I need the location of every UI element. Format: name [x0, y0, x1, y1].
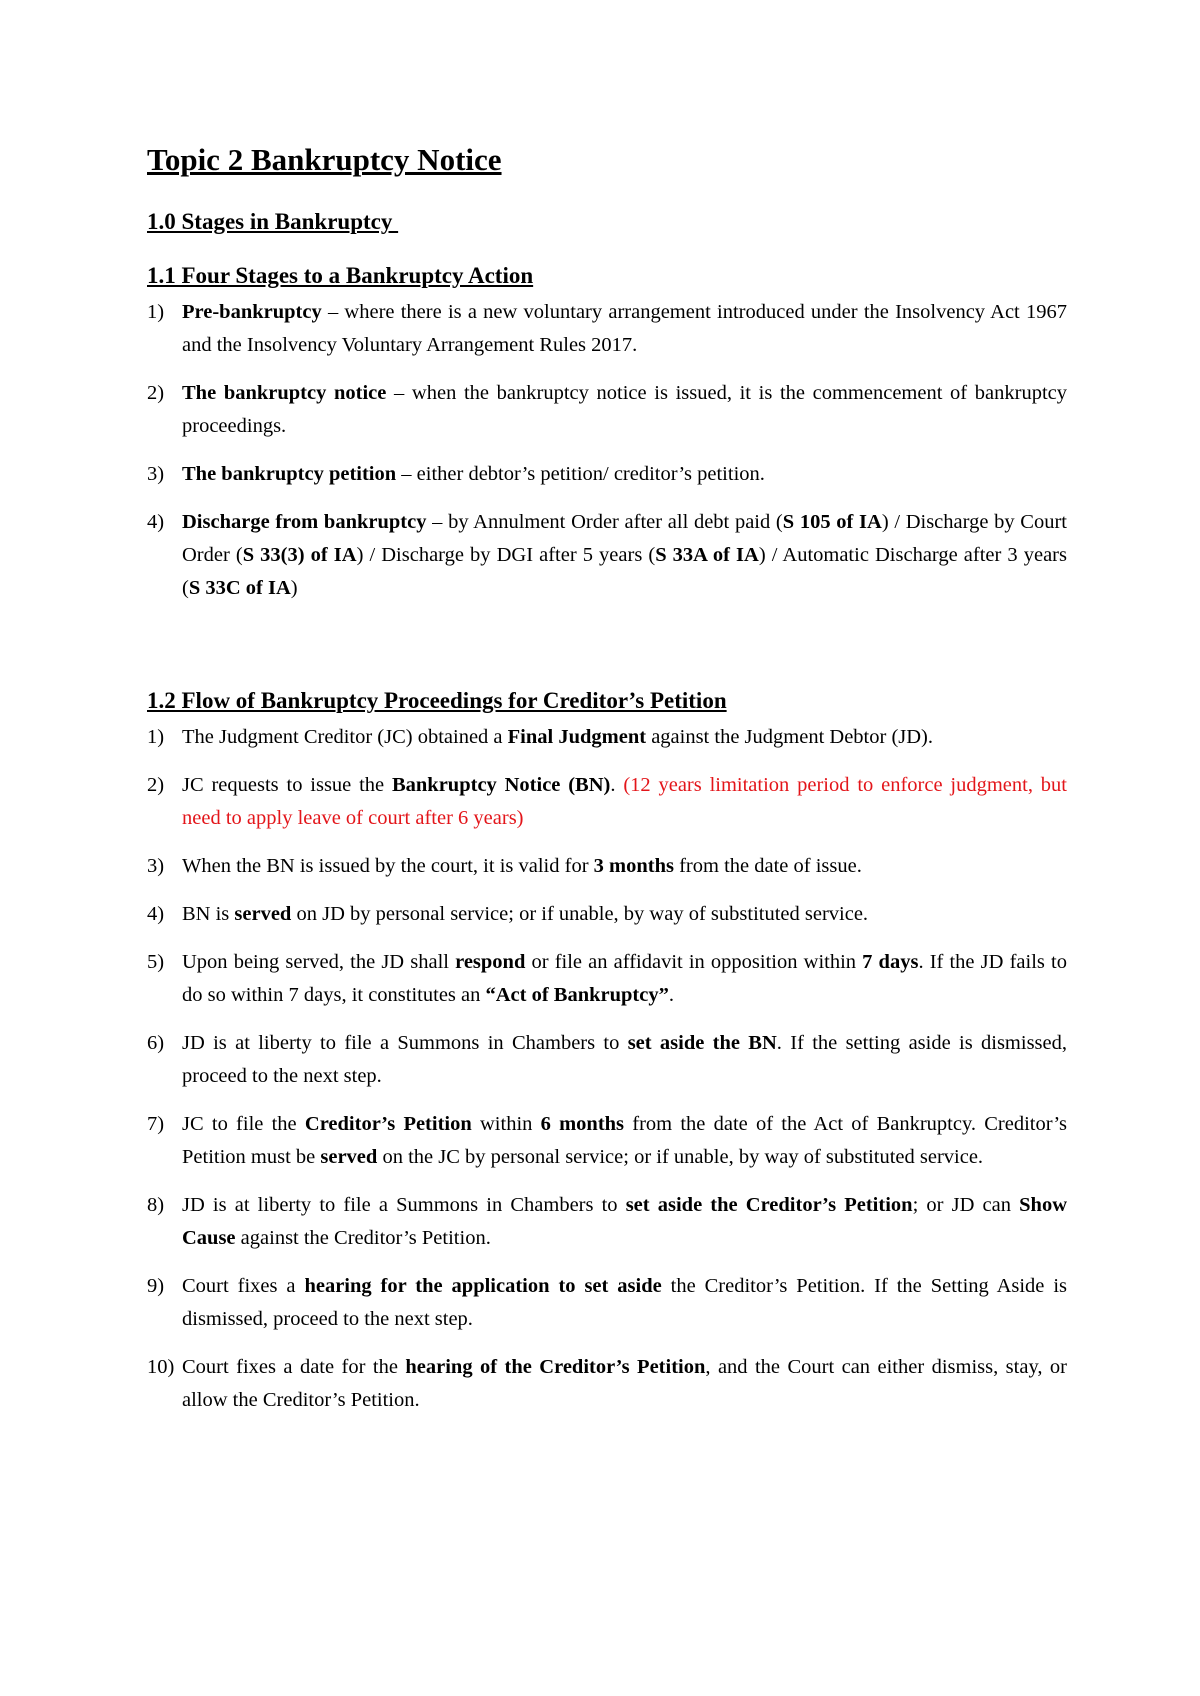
text: – by Annulment Order after all debt paid ( [426, 511, 783, 533]
list-item [147, 1270, 1067, 1336]
text: . If the setting aside is dismissed, proceed to the next step. [182, 1032, 1067, 1087]
term: 6 months [540, 1113, 625, 1135]
list-item [147, 898, 1067, 931]
text: ) / Discharge by DGI after 5 years ( [356, 544, 656, 566]
term: Creditor’s Petition [304, 1113, 472, 1135]
list-number: 5) [147, 951, 165, 973]
list-number: 8) [147, 1194, 165, 1216]
term: set aside the BN [627, 1032, 777, 1054]
statute-reference: S 33A of IA [655, 544, 759, 566]
term: 3 months [593, 855, 674, 877]
text: . [668, 984, 674, 1006]
text: within [471, 1113, 541, 1135]
text: against the Creditor’s Petition. [235, 1227, 491, 1249]
text: JD is at liberty to file a Summons in Chambers to [182, 1032, 628, 1054]
text: When the BN is issued by the court, it is valid for [182, 855, 594, 877]
term: Show Cause [182, 1194, 1067, 1249]
text: – when the bankruptcy notice is issued, it is the commencement of bankruptcy proceedings. [182, 382, 1067, 437]
text: against the Judgment Debtor (JD). [646, 726, 934, 748]
list-number: 1) [147, 726, 165, 748]
term: The bankruptcy notice [182, 382, 387, 404]
list-number: 2) [147, 774, 165, 796]
list-item [147, 377, 1067, 443]
text: or file an affidavit in opposition within [525, 951, 863, 973]
term: 7 days [862, 951, 919, 973]
text: BN is [182, 903, 235, 925]
term: Discharge from bankruptcy [182, 511, 427, 533]
text: – either debtor’s petition/ creditor’s petition. [396, 463, 765, 485]
section-heading-flow: 1.2 Flow of Bankruptcy Proceedings for Creditor’s Petition [147, 688, 727, 713]
section-heading-stages: 1.0 Stages in Bankruptcy [147, 209, 399, 234]
term: respond [455, 951, 526, 973]
term: Pre-bankruptcy [182, 301, 322, 323]
list-number: 6) [147, 1032, 165, 1054]
text: The Judgment Creditor (JC) obtained a [182, 726, 508, 748]
list-number: 4) [147, 903, 165, 925]
term: served [320, 1146, 378, 1168]
text: Upon being served, the JD shall [182, 951, 456, 973]
text: Court fixes a [182, 1275, 305, 1297]
list-number: 2) [147, 382, 165, 404]
flow-list [147, 721, 1067, 1432]
list-item [147, 850, 1067, 883]
list-number: 3) [147, 463, 165, 485]
text: ) [290, 577, 298, 599]
list-number: 4) [147, 511, 165, 533]
statute-reference: S 33C of IA [188, 577, 291, 599]
list-number: 9) [147, 1275, 165, 1297]
text: JC to file the [182, 1113, 305, 1135]
text: JD is at liberty to file a Summons in Chambers to [182, 1194, 626, 1216]
text: on JD by personal service; or if unable, by way of substituted service. [291, 903, 869, 925]
list-item [147, 1189, 1067, 1255]
four-stages-list [147, 296, 1067, 620]
text: on the JC by personal service; or if unable, by way of substituted service. [377, 1146, 984, 1168]
limitation-note: (12 years limitation period to enforce judgment, but need to apply leave of court after 6 years) [182, 774, 1067, 829]
statute-reference: S 105 of IA [782, 511, 882, 533]
text: . If the JD fails to do so within 7 days, it constitutes an [182, 951, 1067, 1006]
text: – where there is a new voluntary arrangement introduced under the Insolvency Act 1967 and the Insolvency Voluntary Arrangement Rules 2017. [182, 301, 1067, 356]
list-item [147, 1108, 1067, 1174]
text: JC requests to issue the [182, 774, 392, 796]
list-number: 7) [147, 1113, 165, 1135]
list-number: 10) [147, 1356, 175, 1378]
list-number: 3) [147, 855, 165, 877]
term: Final Judgment [507, 726, 647, 748]
term: set aside the Creditor’s Petition [625, 1194, 913, 1216]
list-item [147, 296, 1067, 362]
list-item [147, 458, 1067, 491]
text: ) / Discharge by Court Order ( [182, 511, 1067, 566]
term: Bankruptcy Notice (BN) [391, 774, 611, 796]
list-number: 1) [147, 301, 165, 323]
term: The bankruptcy petition [182, 463, 397, 485]
list-item [147, 506, 1067, 605]
text: from the date of the Act of Bankruptcy. Creditor’s Petition must be [182, 1113, 1068, 1168]
statute-reference: S 33(3) of IA [242, 544, 357, 566]
list-item [147, 1351, 1067, 1417]
section-heading-four-stages: 1.1 Four Stages to a Bankruptcy Action [147, 263, 534, 288]
list-item [147, 1027, 1067, 1093]
text: Court fixes a date for the [182, 1356, 406, 1378]
term: hearing for the application to set aside [304, 1275, 662, 1297]
text: from the date of issue. [673, 855, 862, 877]
term: hearing of the Creditor’s Petition [405, 1356, 706, 1378]
page-title: Topic 2 Bankruptcy Notice [147, 142, 502, 177]
list-item [147, 769, 1067, 835]
term: served [234, 903, 292, 925]
list-item [147, 721, 1067, 754]
term: “Act of Bankruptcy” [485, 984, 669, 1006]
text: , and the Court can either dismiss, stay, or allow the Creditor’s Petition. [182, 1356, 1068, 1411]
text: the Creditor’s Petition. If the Setting Aside is dismissed, proceed to the next step. [182, 1275, 1068, 1330]
text: ) / Automatic Discharge after 3 years ( [182, 544, 1067, 599]
text: ; or JD can [912, 1194, 1020, 1216]
text: . [610, 774, 624, 796]
list-item [147, 946, 1067, 1012]
